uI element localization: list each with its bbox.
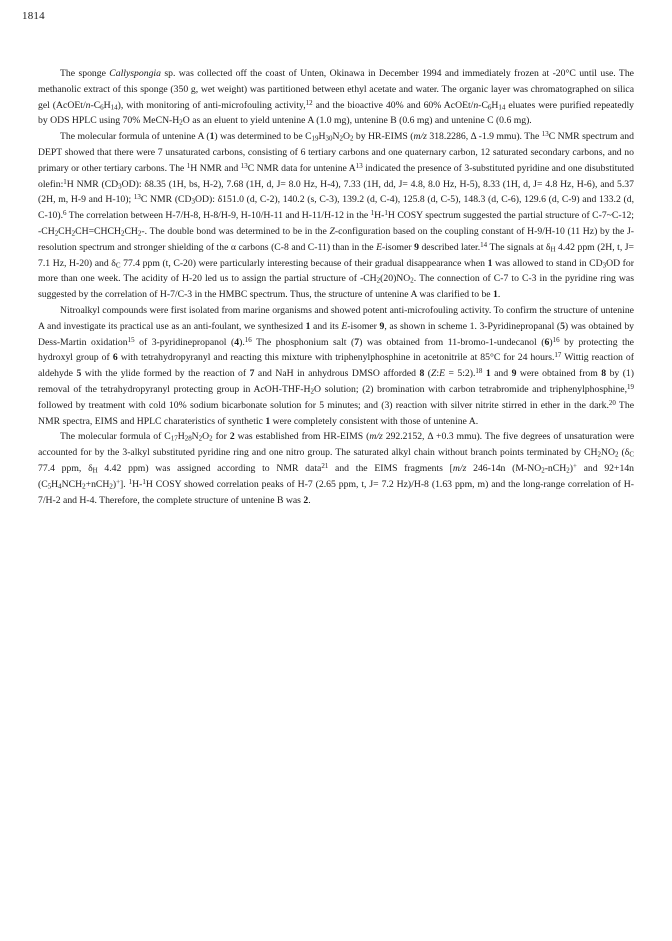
text-segment: 2 bbox=[303, 494, 309, 506]
text-segment: 20 bbox=[608, 398, 616, 407]
text-segment: -nCH bbox=[544, 462, 567, 474]
text-segment: H- bbox=[374, 210, 385, 222]
text-segment: 14 bbox=[110, 103, 118, 112]
text-segment: O bbox=[342, 131, 350, 143]
text-segment: H bbox=[177, 431, 185, 443]
text-segment: 2 bbox=[209, 435, 213, 444]
text-segment: 18 bbox=[475, 367, 483, 375]
text-segment: 2 bbox=[310, 387, 314, 396]
text-segment: OD): δ151.0 (d, C-2), 140.2 (s, C-3), 139.2 (d, C-4), 125.8 (d, C-5), 148.3 (d, C-6), 129.6 (d, C-9) and 133.2 (d, C-10). bbox=[38, 194, 634, 222]
text-segment: (δ bbox=[618, 447, 630, 459]
text-segment: H bbox=[51, 478, 59, 490]
text-segment: 1 bbox=[128, 477, 133, 486]
text-segment: N bbox=[191, 431, 199, 443]
text-segment: H NMR and bbox=[190, 162, 241, 174]
text-segment: . bbox=[497, 289, 501, 301]
text-segment: 9 bbox=[511, 368, 517, 380]
text-segment: 2 bbox=[615, 450, 619, 459]
text-segment: m/z bbox=[413, 131, 427, 143]
text-segment: 2 bbox=[179, 119, 183, 128]
text-segment: and its bbox=[310, 320, 342, 332]
text-segment: 1 bbox=[370, 209, 375, 218]
text-segment: were obtained from bbox=[516, 368, 602, 380]
text-segment: 2 bbox=[54, 229, 59, 238]
text-segment: CH bbox=[58, 225, 72, 237]
text-segment: 2 bbox=[410, 277, 414, 286]
text-segment: : bbox=[436, 368, 440, 380]
text-segment: 14 bbox=[480, 240, 488, 249]
text-segment: ) bbox=[549, 336, 553, 348]
text-segment: were completely consistent with those of untenine A. bbox=[270, 415, 479, 427]
text-segment: 2 bbox=[71, 229, 76, 238]
text-segment: 2 bbox=[137, 229, 142, 238]
text-segment: The NMR spectra, EIMS and HPLC charateristics of synthetic bbox=[38, 399, 634, 427]
text-segment: of 3-pyridinepropanol ( bbox=[134, 336, 235, 348]
text-segment: The correlation between H-7/H-8, H-8/H-9, H-10/H-11 and H-11/H-12 in the bbox=[66, 210, 371, 222]
paragraph-collection bbox=[38, 66, 634, 129]
text-segment: + bbox=[572, 461, 577, 470]
text-segment: 17 bbox=[170, 435, 178, 444]
text-segment: -configuration based on the coupling constant of H-9/H-10 (11 Hz) by the J-resolution spectrum and stronger shielding of the α carbons (C-8 and C-11) than in the bbox=[38, 225, 634, 253]
text-segment: + bbox=[116, 477, 121, 486]
text-segment: 3 bbox=[602, 261, 607, 270]
text-segment: 13 bbox=[133, 193, 141, 202]
text-segment: Nitroalkyl compounds were first isolated from marine organisms and showed potent anti-microfouling activity. To confirm the structure of untenine A and investigate its practical use as an anti-foulant, we synthesized bbox=[38, 304, 634, 332]
text-segment: 2 bbox=[198, 435, 203, 444]
text-segment: 2 bbox=[566, 466, 570, 475]
text-segment: 1 bbox=[485, 368, 491, 380]
text-segment: C NMR (CD bbox=[140, 194, 192, 206]
text-segment: CH=CHCH bbox=[75, 225, 121, 237]
text-segment: O bbox=[202, 431, 210, 443]
text-segment: and 92+14n (C bbox=[38, 462, 635, 490]
text-segment: Z bbox=[329, 225, 335, 237]
text-segment: 1 bbox=[265, 415, 271, 427]
text-segment: 1 bbox=[305, 320, 311, 332]
text-segment: H bbox=[550, 245, 556, 254]
text-segment: -isomer bbox=[347, 320, 380, 332]
text-segment: 2 bbox=[376, 277, 381, 286]
page-number: 1814 bbox=[22, 10, 45, 22]
text-segment: 16 bbox=[244, 335, 252, 344]
text-segment: 8 bbox=[601, 368, 607, 380]
text-segment: 13 bbox=[541, 130, 549, 139]
text-segment: E bbox=[376, 241, 383, 253]
text-segment: 6 bbox=[112, 352, 118, 364]
text-segment: H bbox=[92, 466, 98, 475]
text-segment: 17 bbox=[554, 351, 562, 360]
text-segment: 292.2152, Δ +0.3 mmu). The five degrees of unsaturation were accounted for by the 3-alkyl substituted pyridine ring and one nitro group. The saturated alkyl chain without branch points terminated by CH bbox=[38, 431, 635, 459]
text-segment: N bbox=[332, 131, 340, 143]
text-segment: 2 bbox=[541, 466, 545, 475]
text-segment: 1 bbox=[384, 209, 388, 218]
text-segment: 12 bbox=[305, 98, 313, 107]
text-segment: H NMR (CD bbox=[66, 178, 119, 190]
text-segment: 1 bbox=[487, 257, 493, 269]
text-segment: 2 bbox=[339, 134, 343, 143]
text-segment: Callyspongia bbox=[109, 68, 161, 79]
text-segment: OD): δ8.35 (1H, bs, H-2), 7.68 (1H, d, J= 8.0 Hz, H-4), 7.33 (1H, dd, J= 4.8, 8.0 Hz, H-5), 8.33 (1H, d, J= 4.8 Hz, H-6), and 5.37 (2H, m, H-9 and H-10); bbox=[38, 178, 634, 206]
text-segment: E bbox=[341, 320, 348, 332]
text-segment: 9 bbox=[379, 320, 385, 332]
text-segment: m/z bbox=[452, 462, 467, 474]
text-segment: ), with monitoring of anti-microfouling activity, bbox=[117, 99, 306, 111]
text-segment: . bbox=[308, 494, 311, 506]
text-segment: for bbox=[212, 431, 230, 443]
text-segment: 77.4 ppm, δ bbox=[38, 462, 93, 474]
text-segment: -C bbox=[478, 99, 488, 111]
text-segment: described later. bbox=[418, 241, 481, 253]
text-segment: 1 bbox=[142, 477, 146, 486]
text-segment: 2 bbox=[597, 450, 601, 459]
text-segment: by (1) removal of the tetrahydropyranyl protecting group in AcOH-THF-H bbox=[38, 368, 635, 395]
text-segment: -C bbox=[90, 99, 101, 111]
text-segment: H COSY showed correlation peaks of H-7 (2.65 ppm, t, J= 7.2 Hz)/H-8 (1.63 ppm, m) and the long-range correlation of H-7/H-2 and H-4. Therefore, the complete structure of untenine B was bbox=[38, 478, 634, 506]
text-segment: The sponge bbox=[60, 68, 110, 79]
text-segment: 1 bbox=[209, 131, 215, 143]
text-segment: 5 bbox=[76, 368, 82, 380]
text-segment: and NaH in anhydrous DMSO afforded bbox=[254, 368, 420, 380]
text-segment: 7 bbox=[354, 336, 360, 348]
text-segment: The molecular formula of untenine A ( bbox=[60, 131, 210, 143]
text-segment: ). bbox=[239, 336, 245, 348]
text-segment: Z bbox=[430, 368, 437, 380]
text-segment: n bbox=[473, 99, 479, 111]
text-segment: 6 bbox=[544, 336, 550, 348]
text-segment: 2 bbox=[229, 431, 235, 443]
text-segment: 28 bbox=[184, 435, 192, 444]
text-segment: 14 bbox=[498, 103, 506, 112]
text-segment: 2 bbox=[349, 134, 354, 143]
text-segment: ( bbox=[424, 368, 431, 380]
text-segment: NCH bbox=[61, 478, 83, 490]
text-segment: H bbox=[103, 99, 111, 111]
text-segment: 5 bbox=[560, 320, 565, 332]
text-segment: C bbox=[115, 261, 121, 270]
text-segment: 4.42 ppm) was assigned according to NMR data bbox=[97, 462, 322, 474]
text-segment: 1 bbox=[63, 177, 67, 186]
text-segment: indicated the presence of 3-substituted pyridine and one disubstituted olefin: bbox=[38, 162, 634, 190]
text-segment: ) was obtained by Dess-Martin oxidation bbox=[38, 320, 635, 348]
text-segment: was allowed to stand in CD bbox=[492, 257, 603, 269]
text-segment: 246-14n (M-NO bbox=[466, 462, 542, 474]
text-segment: ) was obtained from 11-bromo-1-undecanol ( bbox=[359, 336, 545, 348]
text-segment: m/z bbox=[369, 431, 383, 443]
text-segment: The phosphonium salt ( bbox=[251, 336, 355, 348]
text-segment: n bbox=[85, 99, 91, 111]
text-segment: 30 bbox=[325, 134, 333, 143]
text-segment: 318.2286, Δ -1.9 mmu). The bbox=[426, 131, 542, 143]
text-segment: 5 bbox=[47, 482, 52, 491]
text-segment: 9 bbox=[414, 241, 419, 253]
text-segment: CH bbox=[124, 225, 138, 237]
text-segment: 4 bbox=[234, 336, 240, 348]
text-segment: 8 bbox=[419, 368, 425, 380]
text-segment: with tetrahydropyranyl and reacting this mixture with triphenylphosphine in acetonitrile at 85°C for 24 hours. bbox=[117, 352, 555, 364]
text-segment: The signals at δ bbox=[487, 241, 551, 253]
text-segment: 2 bbox=[82, 482, 86, 491]
text-segment: 3 bbox=[191, 198, 195, 207]
text-segment: C NMR data for untenine A bbox=[247, 162, 356, 174]
text-segment: H bbox=[491, 99, 499, 111]
text-segment: 15 bbox=[127, 335, 135, 344]
text-segment: Wittig reaction of aldehyde bbox=[38, 352, 634, 380]
text-segment: was established from HR-EIMS ( bbox=[234, 431, 370, 443]
text-segment: -isomer bbox=[382, 241, 415, 253]
text-segment: 13 bbox=[240, 161, 248, 170]
text-segment: H COSY spectrum suggested the partial structure of C-7~C-12; -CH bbox=[38, 210, 634, 237]
text-segment: C bbox=[629, 450, 634, 459]
text-segment: = 5:2). bbox=[444, 368, 476, 380]
text-segment: H bbox=[318, 131, 326, 143]
text-segment: H- bbox=[132, 478, 143, 490]
text-segment: 13 bbox=[355, 161, 363, 170]
text-segment: and bbox=[490, 368, 512, 380]
text-segment: 21 bbox=[321, 461, 329, 470]
text-segment: ) bbox=[569, 462, 573, 474]
text-segment: 77.4 ppm (t, C-20) were particularly interesting because of their gradual disappearance when bbox=[120, 257, 488, 269]
text-segment: 6 bbox=[487, 103, 492, 112]
text-segment: +nCH bbox=[85, 478, 110, 490]
text-segment: and the bioactive 40% and 60% AcOEt/ bbox=[312, 99, 474, 111]
text-segment: 6 bbox=[63, 209, 67, 218]
text-segment: C NMR spectrum and DEPT showed that there were 7 unsaturated carbons, consisting of 6 tertiary carbons and one quaternary carbon, 12 saturated secondary carbons, and no primary or other tertiary carbons. The bbox=[38, 131, 634, 174]
text-segment: , as shown in scheme 1. 3-Pyridinepropanal ( bbox=[384, 320, 561, 332]
text-segment: The molecular formula of C bbox=[60, 431, 171, 443]
text-segment: by HR-EIMS ( bbox=[353, 131, 414, 143]
paragraph-synthesis bbox=[38, 303, 634, 429]
body-text bbox=[38, 66, 634, 508]
text-segment: 19 bbox=[627, 382, 634, 391]
text-segment: -. The double bond was determined to be in the bbox=[141, 225, 330, 237]
text-segment: ) bbox=[112, 478, 117, 490]
text-segment: 4 bbox=[58, 482, 62, 491]
text-segment: eluates were purified repeatedly by ODS HPLC using 70% MeCN-H bbox=[38, 99, 635, 127]
text-segment: 2 bbox=[120, 229, 125, 238]
text-segment: 3 bbox=[118, 182, 122, 191]
text-segment: O as an eluent to yield untenine A (1.0 mg), untenine B (0.6 mg) and untenine C (0.6 mg). bbox=[182, 115, 532, 127]
paragraph-untenine-b-structure bbox=[38, 429, 634, 508]
text-segment: 16 bbox=[552, 335, 560, 344]
text-segment: 6 bbox=[100, 103, 104, 112]
text-segment: followed by treatment with cold 10% sodium bicarbonate solution for 5 minutes; and (3) reaction with silver nitrite stirred in ether in the dark. bbox=[38, 399, 609, 411]
text-segment: OD for more than one week. The acidity of H-20 led us to assign the partial structure of -CH bbox=[38, 257, 634, 285]
text-segment: 4.42 ppm (2H, t, J= 7.1 Hz, H-20) and δ bbox=[38, 241, 635, 269]
text-segment: 19 bbox=[311, 134, 319, 143]
text-segment: O solution; (2) bromination with carbon tetrabromide and triphenylphosphine, bbox=[314, 383, 628, 395]
text-segment: by protecting the hydroxyl group of bbox=[38, 336, 634, 364]
text-segment: and the EIMS fragments [ bbox=[328, 462, 453, 474]
text-segment: sp. was collected off the coast of Unten, Okinawa in December 1994 and immediately frozen at -20°C until use. The methanolic extract of this sponge (350 g, wet weight) was partitioned between ethyl acetate and water. The organic layer was chromatographed on silica gel (AcOEt/ bbox=[38, 68, 634, 111]
text-segment: with the ylide formed by the reaction of bbox=[81, 368, 250, 380]
text-segment: 1 bbox=[493, 289, 498, 301]
text-segment: 1 bbox=[186, 161, 191, 170]
text-segment: 2 bbox=[109, 482, 113, 491]
text-segment: 7 bbox=[249, 368, 255, 380]
text-segment: E bbox=[439, 368, 445, 380]
text-segment: ]. bbox=[120, 478, 129, 490]
text-segment: (20)NO bbox=[380, 273, 411, 285]
text-segment: . The connection of C-7 to C-3 in the pyridine ring was suggested by the correlation of H-7/C-3 in the HMBC spectrum. Thus, the structure of untenine A was clarified to be bbox=[38, 273, 634, 301]
text-segment: NO bbox=[601, 447, 615, 459]
text-segment: ) was determined to be C bbox=[214, 131, 312, 143]
paragraph-untenine-a-structure bbox=[38, 129, 634, 303]
